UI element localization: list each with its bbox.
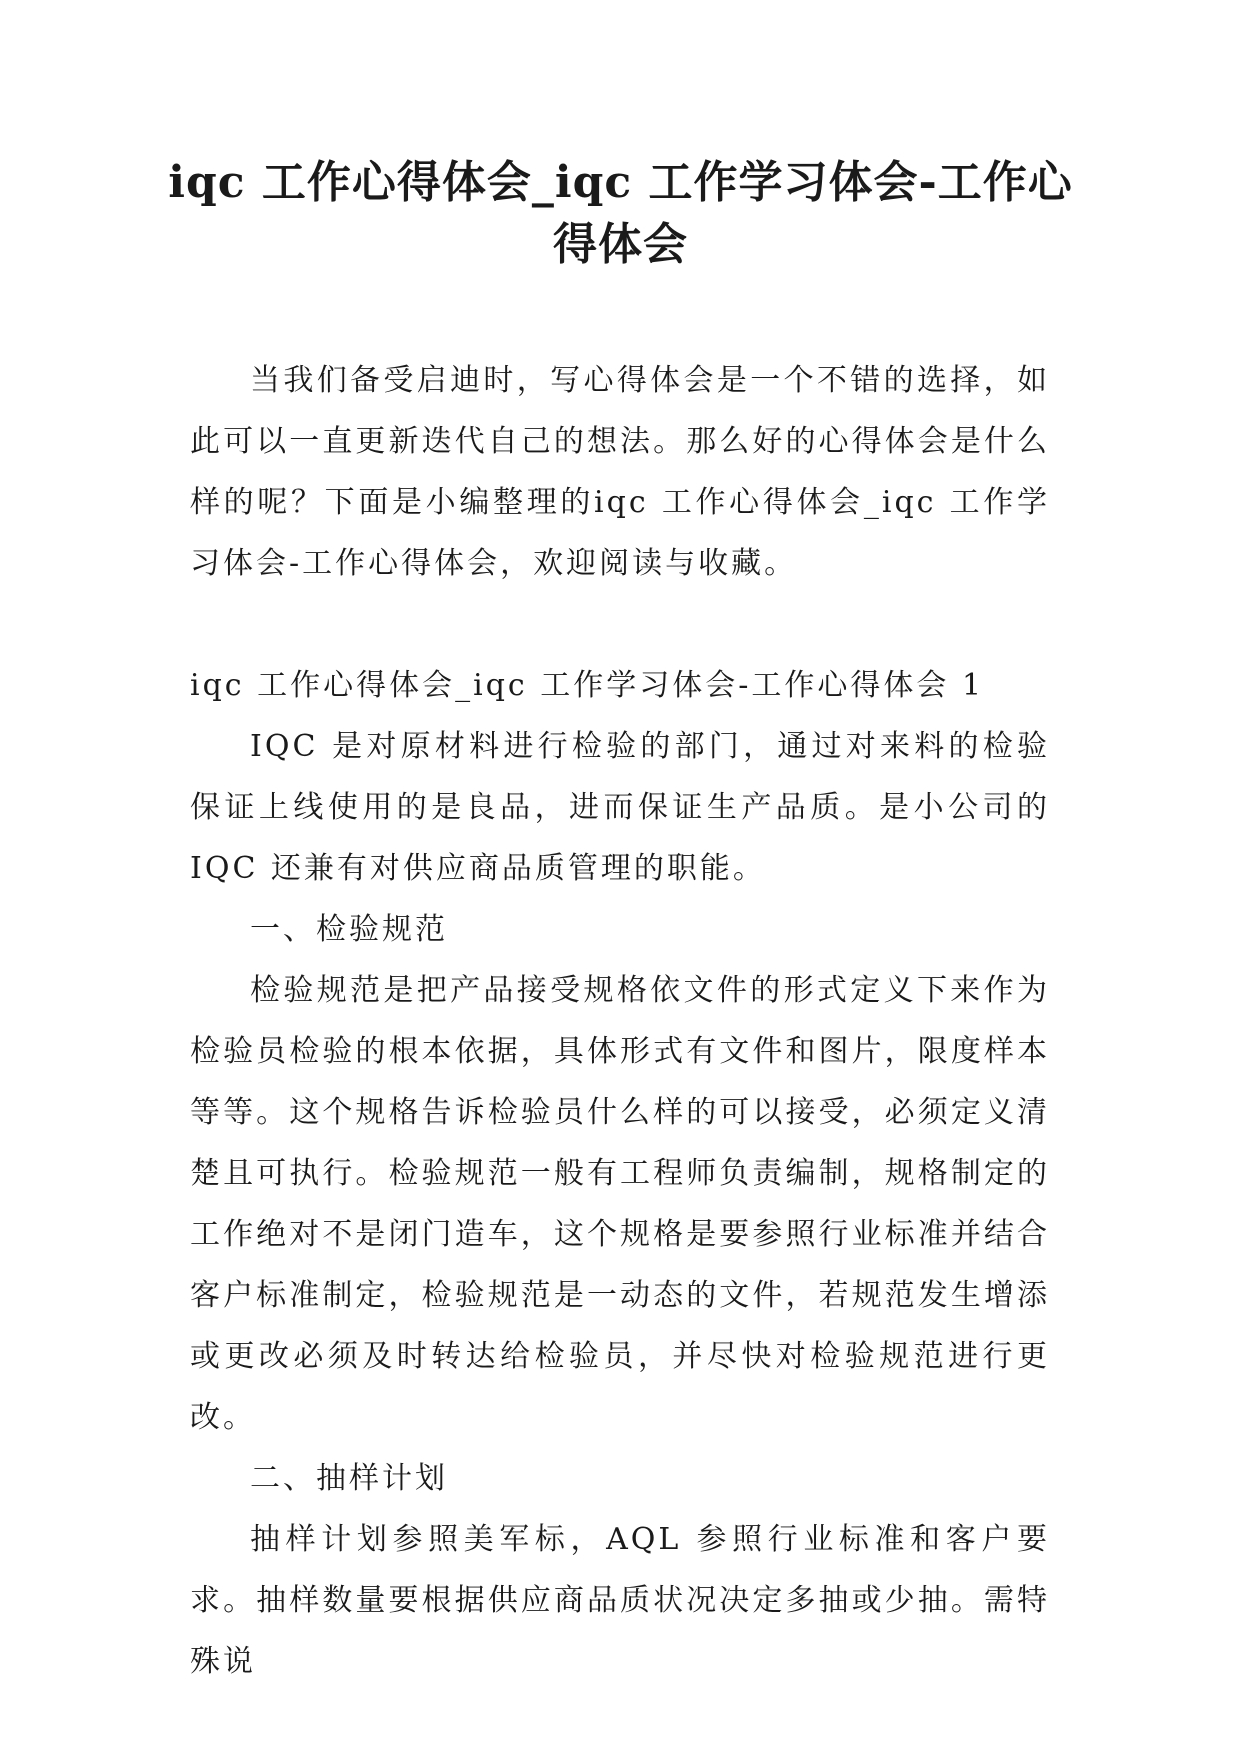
heading-sampling-plan: 二、抽样计划 bbox=[250, 1461, 448, 1496]
heading-inspection-spec: 一、检验规范 bbox=[250, 912, 448, 947]
document-title: iqc 工作心得体会_iqc 工作学习体会-工作心得体会 bbox=[168, 157, 1073, 270]
paragraph-iqc-overview: IQC 是对原材料进行检验的部门，通过对来料的检验保证上线使用的是良品，进而保证生产品质。是小公司的 IQC 还兼有对供应商品质管理的职能。 bbox=[190, 729, 1050, 886]
section-title: iqc 工作心得体会_iqc 工作学习体会-工作心得体会 1 bbox=[190, 668, 985, 703]
document-body bbox=[190, 350, 1050, 1692]
paragraph-inspection-spec: 检验规范是把产品接受规格依文件的形式定义下来作为检验员检验的根本依据，具体形式有文件和图片，限度样本等等。这个规格告诉检验员什么样的可以接受，必须定义清楚且可执行。检验规范一般有工程师负责编制，规格制定的工作绝对不是闭门造车，这个规格是要参照行业标准并结合客户标准制定，检验规范是一动态的文件，若规范发生增添或更改必须及时转达给检验员，并尽快对检验规范进行更改。 bbox=[190, 973, 1050, 1435]
intro-paragraph: 当我们备受启迪时，写心得体会是一个不错的选择，如此可以一直更新迭代自己的想法。那么好的心得体会是什么样的呢？下面是小编整理的iqc 工作心得体会_iqc 工作学习体会-工作心得体会，欢迎阅读与收藏。 bbox=[190, 363, 1050, 581]
paragraph-sampling-plan: 抽样计划参照美军标，AQL 参照行业标准和客户要求。抽样数量要根据供应商品质状况决定多抽或少抽。需特殊说 bbox=[190, 1522, 1050, 1679]
